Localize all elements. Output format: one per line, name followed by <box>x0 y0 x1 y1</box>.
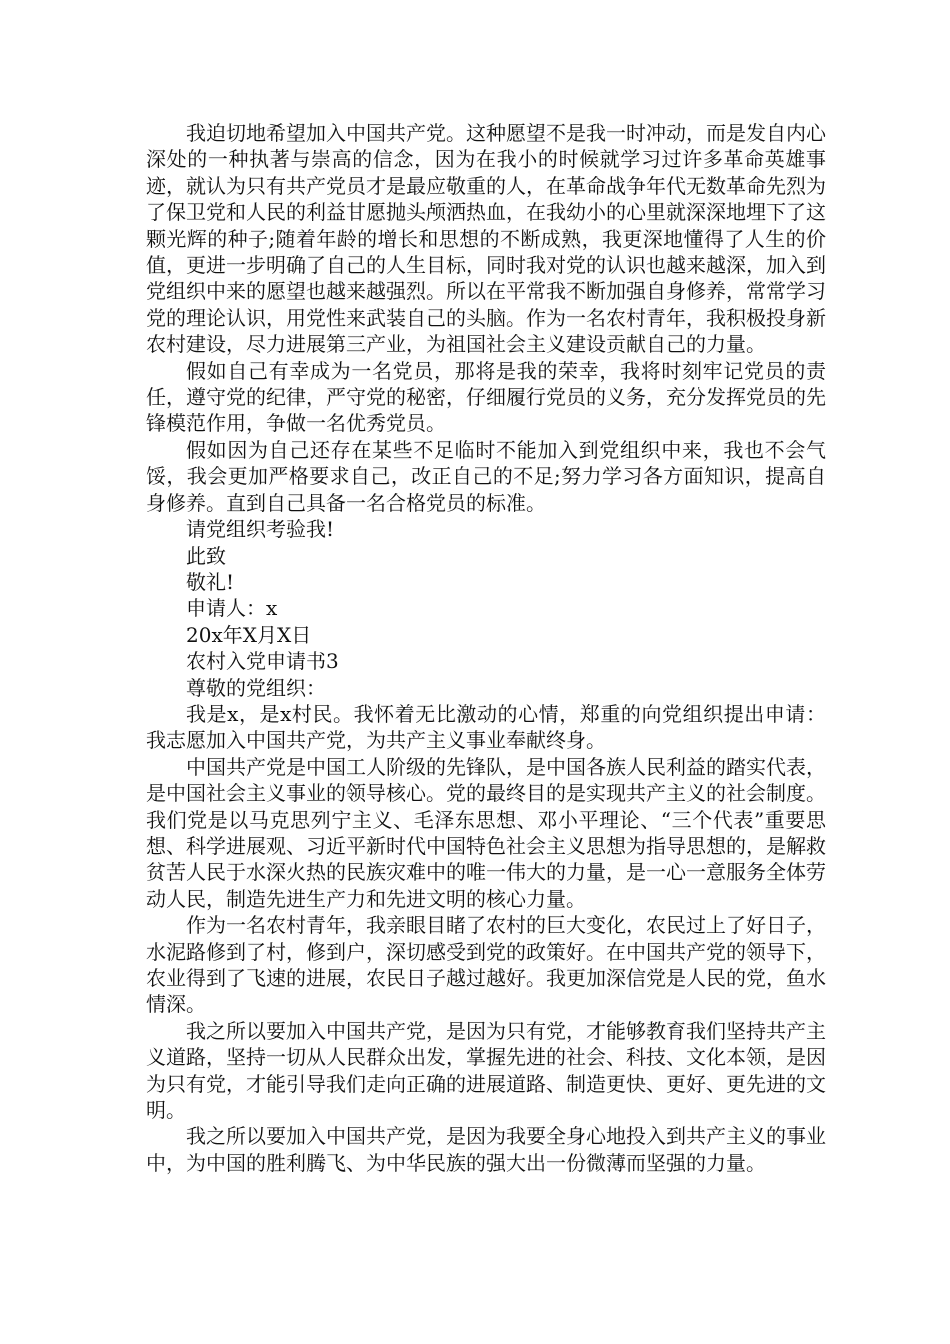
paragraph-rural-change: 作为一名农村青年，我亲眼目睹了农村的巨大变化，农民过上了好日子，水泥路修到了村，修到户，深切感受到党的政策好。在中国共产党的领导下，农业得到了飞速的进展，农民日子越过越好。我更加深信党是人民的党，鱼水情深。 <box>146 913 826 1017</box>
paragraph-aspiration: 我迫切地希望加入中国共产党。这种愿望不是我一时冲动，而是发自内心深处的一种执著与崇高的信念，因为在我小的时候就学习过许多革命英雄事迹，就认为只有共产党员才是最应敬重的人，在革命战争年代无数革命先烈为了保卫党和人民的利益甘愿抛头颅洒热血，在我幼小的心里就深深地埋下了这颗光辉的种子;随着年龄的增长和思想的不断成熟，我更深地懂得了人生的价值，更进一步明确了自己的人生目标，同时我对党的认识也越来越深，加入到党组织中来的愿望也越来越强烈。所以在平常我不断加强自身修养，常常学习党的理论认识，用党性来武装自己的头脑。作为一名农村青年，我积极投身新农村建设，尽力进展第三产业，为祖国社会主义建设贡献自己的力量。 <box>146 121 826 357</box>
applicant-line: 申请人：x <box>186 596 278 621</box>
paragraph-reason-two: 我之所以要加入中国共产党，是因为我要全身心地投入到共产主义的事业中，为中国的胜利腾飞、为中华民族的强大出一份微薄而坚强的力量。 <box>146 1124 826 1175</box>
paragraph-if-not-admitted: 假如因为自己还存在某些不足临时不能加入到党组织中来，我也不会气馁，我会更加严格要求自己，改正自己的不足;努力学习各方面知识，提高自身修养。直到自己具备一名合格党员的标准。 <box>146 437 826 515</box>
closing-request: 请党组织考验我! <box>186 517 335 542</box>
paragraph-party-nature: 中国共产党是中国工人阶级的先锋队，是中国各族人民利益的踏实代表，是中国社会主义事业的领导核心。党的最终目的是实现共产主义的社会制度。我们党是以马克思列宁主义、毛泽东思想、邓小平理论、“三个代表”重要思想、科学进展观、习近平新时代中国特色社会主义思想为指导思想的，是解救贫苦人民于水深火热的民族灾难中的唯一伟大的力量，是一心一意服务全体劳动人民，制造先进生产力和先进文明的核心力量。 <box>146 754 826 911</box>
paragraph-if-admitted: 假如自己有幸成为一名党员，那将是我的荣幸，我将时刻牢记党员的责任，遵守党的纪律，严守党的秘密，仔细履行党员的义务，充分发挥党员的先锋模范作用，争做一名优秀党员。 <box>146 358 826 436</box>
document-page <box>146 120 826 1176</box>
section-title: 农村入党申请书3 <box>186 649 339 674</box>
date-line: 20x年X月X日 <box>186 622 312 647</box>
greeting-line: 尊敬的党组织： <box>186 675 326 700</box>
closing-regards: 敬礼! <box>186 569 235 594</box>
paragraph-reason-one: 我之所以要加入中国共产党，是因为只有党，才能够教育我们坚持共产主义道路，坚持一切从人民群众出发，掌握先进的社会、科技、文化本领，是因为只有党，才能引导我们走向正确的进展道路、制造更快、更好、更先进的文明。 <box>146 1018 826 1123</box>
closing-salutation: 此致 <box>186 543 226 568</box>
paragraph-intro: 我是x，是x村民。我怀着无比激动的心情，郑重的向党组织提出申请：我志愿加入中国共产党，为共产主义事业奉献终身。 <box>146 701 826 753</box>
